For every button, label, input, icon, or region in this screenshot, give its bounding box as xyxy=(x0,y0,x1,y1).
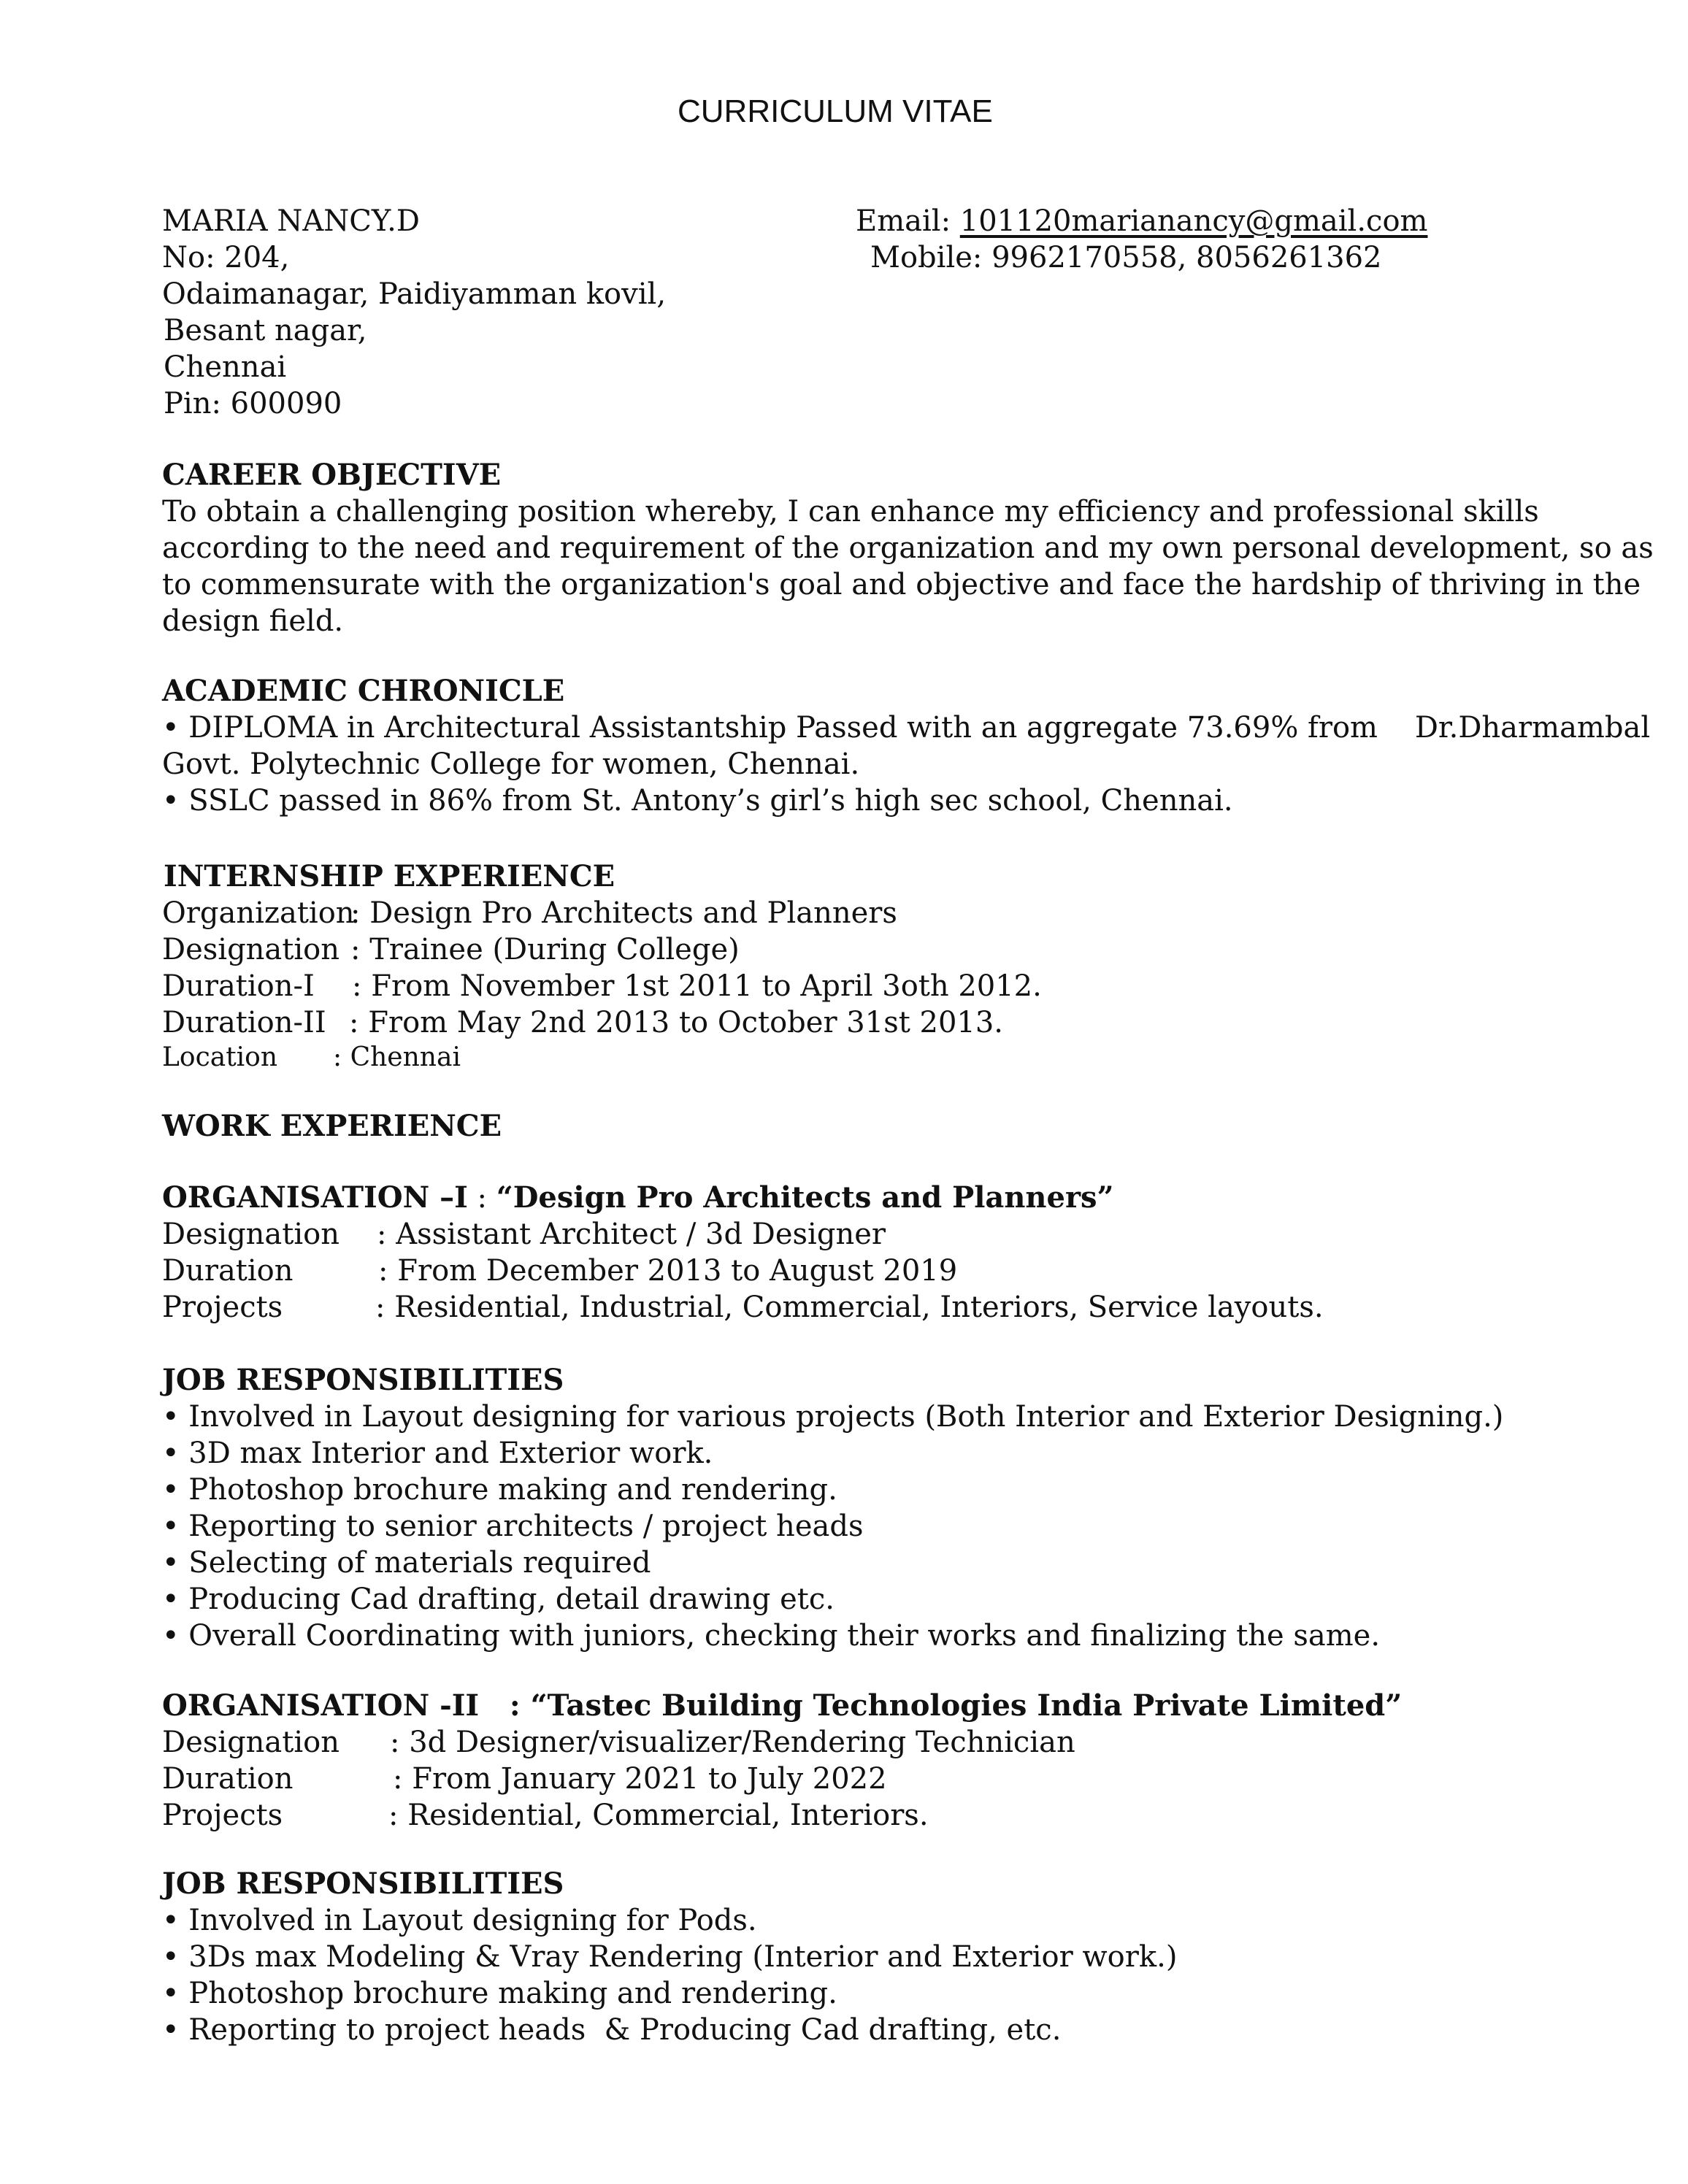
internship-heading: INTERNSHIP EXPERIENCE xyxy=(164,859,615,893)
org1-value: : Assistant Architect / 3d Designer xyxy=(377,1218,886,1251)
academic-line: • SSLC passed in 86% from St. Antony’s girl’s high sec school, Chennai. xyxy=(162,784,1233,818)
academic-line: Govt. Polytechnic College for women, Chennai. xyxy=(162,747,860,781)
responsibility-item: • Producing Cad drafting, detail drawing etc. xyxy=(162,1583,835,1616)
internship-value: : Trainee (During College) xyxy=(350,933,740,966)
responsibility-item: • Reporting to senior architects / project heads xyxy=(162,1510,864,1543)
objective-line: To obtain a challenging position whereby, I can enhance my efficiency and professional skills xyxy=(162,495,1539,528)
internship-value: : Chennai xyxy=(333,1042,461,1072)
org1-value: : Residential, Industrial, Commercial, Interiors, Service layouts. xyxy=(375,1291,1324,1324)
objective-line: to commensurate with the organization's goal and objective and face the hardship of thriving in the xyxy=(162,568,1641,601)
responsibility-item: • 3Ds max Modeling & Vray Rendering (Interior and Exterior work.) xyxy=(162,1940,1178,1974)
address-line: Besant nagar, xyxy=(164,314,367,347)
address-line: No: 204, xyxy=(162,241,290,274)
org2-responsibilities-heading: JOB RESPONSIBILITIES xyxy=(162,1866,564,1901)
candidate-name: MARIA NANCY.D xyxy=(162,204,420,238)
objective-line: design field. xyxy=(162,604,344,638)
career-objective-heading: CAREER OBJECTIVE xyxy=(162,458,502,492)
address-line: Chennai xyxy=(164,350,287,384)
internship-label: Organization xyxy=(162,896,355,930)
org1-label: Projects xyxy=(162,1291,283,1324)
work-experience-heading: WORK EXPERIENCE xyxy=(162,1109,502,1143)
academic-heading: ACADEMIC CHRONICLE xyxy=(162,674,565,708)
org1-name: “Design Pro Architects and Planners” xyxy=(496,1180,1114,1215)
org1-label: Designation xyxy=(162,1218,339,1251)
objective-line: according to the need and requirement of the organization and my own personal development, so as xyxy=(162,531,1654,565)
org2-label: Projects xyxy=(162,1799,283,1832)
internship-value: : Design Pro Architects and Planners xyxy=(350,896,897,930)
email-line xyxy=(856,203,1427,239)
responsibility-item: • Photoshop brochure making and rendering. xyxy=(162,1977,837,2010)
org2-value: : From January 2021 to July 2022 xyxy=(393,1762,887,1796)
internship-value: : From November 1st 2011 to April 3oth 2012. xyxy=(352,969,1042,1003)
internship-label: Duration-I xyxy=(162,969,315,1003)
org2-heading: ORGANISATION -II : “Tastec Building Technologies India Private Limited” xyxy=(162,1688,1403,1723)
org1-value: : From December 2013 to August 2019 xyxy=(378,1254,958,1288)
responsibility-item: • Selecting of materials required xyxy=(162,1546,651,1580)
academic-line: • DIPLOMA in Architectural Assistantship Passed with an aggregate 73.69% from Dr.Dharmambal xyxy=(162,711,1651,745)
responsibility-item: • 3D max Interior and Exterior work. xyxy=(162,1437,713,1470)
responsibility-item: • Photoshop brochure making and rendering. xyxy=(162,1473,837,1507)
responsibility-item: • Overall Coordinating with juniors, checking their works and finalizing the same. xyxy=(162,1619,1381,1653)
internship-label: Location xyxy=(162,1042,278,1072)
org2-label: Designation xyxy=(162,1726,339,1759)
email-link[interactable]: 101120marianancy@gmail.com xyxy=(959,204,1428,238)
address-line: Odaimanagar, Paidiyamman kovil, xyxy=(162,277,667,311)
responsibility-item: • Involved in Layout designing for Pods. xyxy=(162,1904,757,1937)
email-label: Email: xyxy=(856,204,960,238)
responsibility-item: • Reporting to project heads & Producing Cad drafting, etc. xyxy=(162,2013,1062,2047)
org2-label: Duration xyxy=(162,1762,294,1796)
internship-label: Designation xyxy=(162,933,339,966)
address-line: Pin: 600090 xyxy=(164,387,342,420)
internship-value: : From May 2nd 2013 to October 31st 2013. xyxy=(349,1006,1004,1039)
org1-label: Duration xyxy=(162,1254,294,1288)
org1-responsibilities-heading: JOB RESPONSIBILITIES xyxy=(162,1363,564,1397)
responsibility-item: • Involved in Layout designing for various projects (Both Interior and Exterior Designing.) xyxy=(162,1400,1504,1434)
document-title: CURRICULUM VITAE xyxy=(678,93,993,129)
org1-separator: : xyxy=(467,1181,496,1215)
org2-value: : Residential, Commercial, Interiors. xyxy=(388,1799,929,1832)
org2-value: : 3d Designer/visualizer/Rendering Technician xyxy=(390,1726,1075,1759)
org1-heading xyxy=(162,1180,1114,1216)
org1-prefix: ORGANISATION –I xyxy=(162,1180,468,1215)
mobile-line: Mobile: 9962170558, 8056261362 xyxy=(870,241,1382,274)
internship-label: Duration-II xyxy=(162,1006,326,1039)
